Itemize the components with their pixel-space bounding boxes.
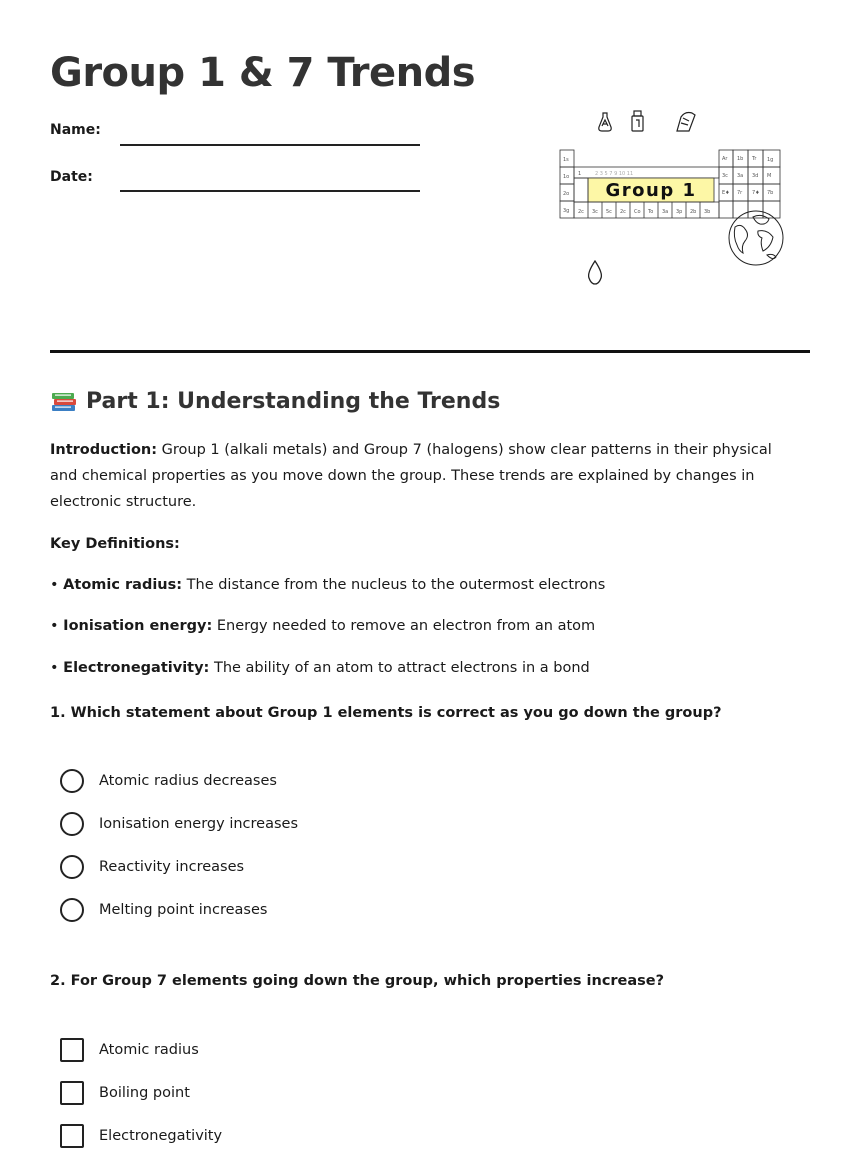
svg-text:Tr: Tr (752, 156, 757, 162)
definition-item: • Ionisation energy: Energy needed to remove an electron from an atom (50, 618, 596, 634)
svg-text:1g: 1g (767, 157, 774, 163)
svg-text:2c: 2c (620, 209, 626, 215)
svg-text:1: 1 (578, 171, 582, 177)
radio-button[interactable] (60, 812, 84, 836)
option-label: Electronegativity (99, 1128, 223, 1144)
svg-text:2 3 5 7 9 10 11: 2 3 5 7 9 10 11 (595, 171, 634, 177)
part1-heading-text: Part 1: Understanding the Trends (86, 388, 501, 414)
svg-text:2b: 2b (690, 209, 697, 215)
intro-label: Introduction: (50, 442, 158, 458)
part1-heading (50, 388, 500, 414)
option-label: Atomic radius (99, 1042, 199, 1058)
svg-text:7r: 7r (737, 190, 743, 196)
checkbox[interactable] (60, 1124, 84, 1148)
radio-button[interactable] (60, 855, 84, 879)
tube-icon (677, 113, 695, 132)
option-label: Melting point increases (99, 902, 268, 918)
svg-text:5c: 5c (606, 209, 612, 215)
key-definitions-heading: Key Definitions: (50, 536, 180, 552)
date-field[interactable] (120, 190, 420, 192)
svg-text:M: M (767, 173, 772, 179)
svg-text:7♦: 7♦ (752, 190, 760, 196)
svg-text:7b: 7b (767, 190, 774, 196)
svg-text:E♦: E♦ (722, 190, 730, 196)
svg-text:3p: 3p (676, 209, 683, 215)
svg-text:3c: 3c (592, 209, 598, 215)
intro-paragraph (50, 437, 790, 515)
svg-text:3b: 3b (704, 209, 711, 215)
name-field[interactable] (120, 144, 420, 146)
definition-text: The distance from the nucleus to the outermost electrons (182, 577, 606, 593)
q1-option-1[interactable] (60, 769, 277, 793)
svg-text:1o: 1o (563, 174, 570, 180)
svg-text:3c: 3c (722, 173, 728, 179)
svg-text:Ar: Ar (722, 156, 728, 162)
books-icon (50, 388, 78, 414)
checkbox[interactable] (60, 1081, 84, 1105)
option-label: Boiling point (99, 1085, 190, 1101)
question-2: 2. For Group 7 elements going down the group, which properties increase? (50, 973, 665, 989)
periodic-table-graphic (555, 105, 790, 290)
page-title: Group 1 & 7 Trends (50, 50, 476, 96)
svg-text:1s: 1s (563, 157, 569, 163)
intro-text: Group 1 (alkali metals) and Group 7 (halogens) show clear patterns in their physical and chemical properties as you move down the group. These trends are explained by changes in electronic structure. (50, 442, 772, 510)
flask-icon (599, 113, 611, 131)
q1-option-3[interactable] (60, 855, 244, 879)
svg-text:3a: 3a (737, 173, 744, 179)
date-label: Date: (50, 169, 93, 185)
name-label: Name: (50, 122, 101, 138)
definition-text: The ability of an atom to attract electrons in a bond (209, 660, 590, 676)
svg-text:3d: 3d (752, 173, 759, 179)
globe-icon (729, 211, 783, 265)
svg-text:3a: 3a (662, 209, 669, 215)
bottle-icon (632, 111, 643, 131)
definition-term: Atomic radius: (63, 577, 183, 593)
svg-text:1b: 1b (737, 156, 744, 162)
option-label: Ionisation energy increases (99, 816, 298, 832)
radio-button[interactable] (60, 769, 84, 793)
checkbox[interactable] (60, 1038, 84, 1062)
group-label: Group 1 (605, 180, 697, 201)
definition-item: • Atomic radius: The distance from the nucleus to the outermost electrons (50, 577, 606, 593)
q2-option-2[interactable] (60, 1081, 190, 1105)
periodic-table (560, 150, 780, 218)
q1-option-4[interactable] (60, 898, 267, 922)
radio-button[interactable] (60, 898, 84, 922)
question-1: 1. Which statement about Group 1 elements is correct as you go down the group? (50, 705, 722, 721)
section-divider (50, 350, 810, 353)
q2-option-3[interactable] (60, 1124, 222, 1148)
q1-option-2[interactable] (60, 812, 298, 836)
option-label: Reactivity increases (99, 859, 245, 875)
svg-text:To: To (648, 209, 654, 215)
svg-text:2c: 2c (578, 209, 584, 215)
definition-text: Energy needed to remove an electron from an atom (212, 618, 596, 634)
definition-item: • Electronegativity: The ability of an atom to attract electrons in a bond (50, 660, 590, 676)
option-label: Atomic radius decreases (99, 773, 277, 789)
svg-text:Co: Co (634, 209, 641, 215)
svg-text:2o: 2o (563, 191, 570, 197)
droplet-icon (589, 261, 602, 284)
svg-text:3g: 3g (563, 208, 570, 214)
definition-term: Ionisation energy: (63, 618, 213, 634)
definition-term: Electronegativity: (63, 660, 210, 676)
q2-option-1[interactable] (60, 1038, 199, 1062)
